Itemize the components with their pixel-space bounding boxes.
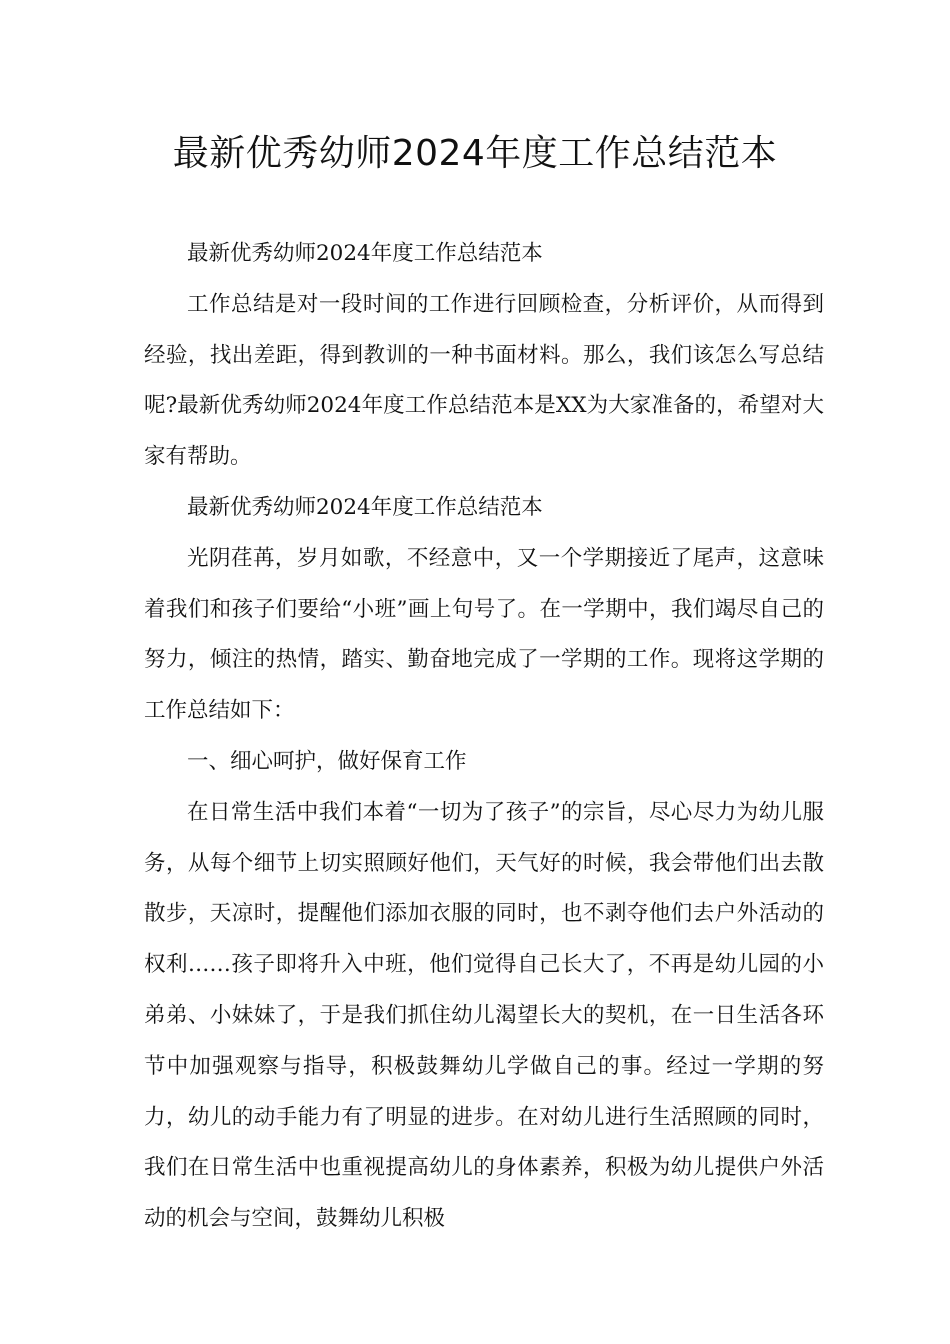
paragraph-intro: 工作总结是对一段时间的工作进行回顾检查，分析评价，从而得到经验，找出差距，得到教训的一种书面材料。那么，我们该怎么写总结呢?最新优秀幼师2024年度工作总结范本是XX为大家准备的，希望对大家有帮助。 xyxy=(144,291,824,470)
paragraph-subtitle: 最新优秀幼师2024年度工作总结范本 xyxy=(187,241,543,266)
section-heading-care: 一、细心呵护，做好保育工作 xyxy=(187,748,467,774)
paragraph-subtitle-repeat: 最新优秀幼师2024年度工作总结范本 xyxy=(187,494,543,520)
paragraph-care-details: 在日常生活中我们本着“一切为了孩子”的宗旨，尽心尽力为幼儿服务，从每个细节上切实照顾好他们，天气好的时候，我会带他们出去散散步，天凉时，提醒他们添加衣服的同时，也不剥夺他们去户外活动的权利……孩子即将升入中班，他们觉得自己长大了，不再是幼儿园的小弟弟、小妹妹了，于是我们抓住幼儿渴望长大的契机，在一日生活各环节中加强观察与指导，积极鼓舞幼儿学做自己的事。经过一学期的努力，幼儿的动手能力有了明显的进步。在对幼儿进行生活照顾的同时，我们在日常生活中也重视提高幼儿的身体素养，积极为幼儿提供户外活动的机会与空间，鼓舞幼儿积极 xyxy=(144,799,824,1232)
document-title: 最新优秀幼师2024年度工作总结范本 xyxy=(172,133,778,174)
document-body xyxy=(144,229,824,1245)
paragraph-opening: 光阴荏苒，岁月如歌，不经意中，又一个学期接近了尾声，这意味着我们和孩子们要给“小班”画上句号了。在一学期中，我们竭尽自己的努力，倾注的热情，踏实、勤奋地完成了一学期的工作。现将这学期的工作总结如下： xyxy=(144,545,824,724)
